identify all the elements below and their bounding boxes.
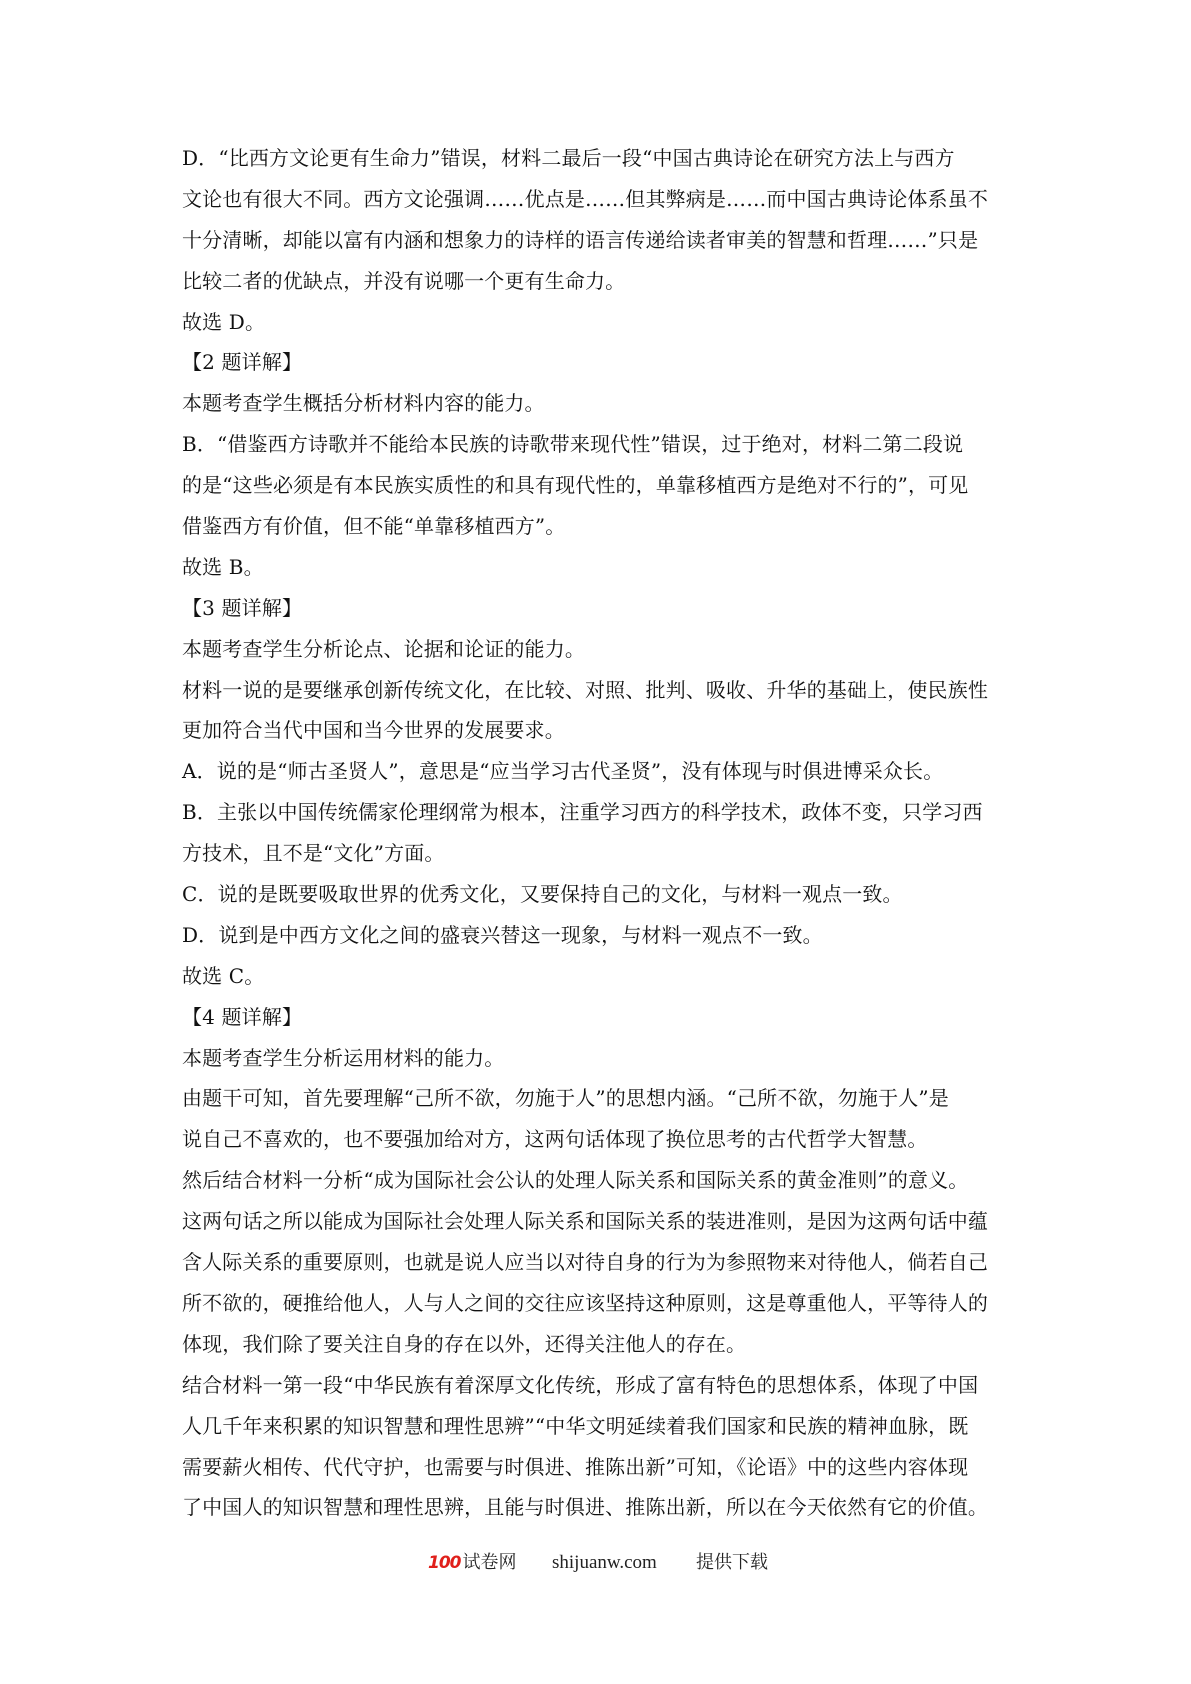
text-line: 人几千年来积累的知识智慧和理性思辨”“中华文明延续着我们国家和民族的精神血脉，既 [182,1413,969,1438]
text-line: 这两句话之所以能成为国际社会处理人际关系和国际关系的装进准则，是因为这两句话中蕴 [182,1209,988,1234]
document-body [182,138,1016,1528]
text-line: 了中国人的知识智慧和理性思辨，且能与时俱进、推陈出新，所以在今天依然有它的价值。 [182,1495,988,1520]
page-footer [0,1548,1191,1578]
text-line: 所不欲的，硬推给他人，人与人之间的交往应该坚持这种原则，这是尊重他人，平等待人的 [182,1290,988,1315]
text-line: 本题考查学生概括分析材料内容的能力。 [182,391,545,416]
text-line: B．“借鉴西方诗歌并不能给本民族的诗歌带来现代性”错误，过于绝对，材料二第二段说 [182,432,964,457]
option-b-line: B．主张以中国传统儒家伦理纲常为根本，注重学习西方的科学技术，政体不变，只学习西 [182,800,983,825]
site-name: 试卷网 [462,1552,517,1573]
section-heading: 【3 题详解】 [182,595,303,620]
option-d-line: D．说到是中西方文化之间的盛衰兴替这一现象，与材料一观点不一致。 [182,922,823,947]
text-line: 比较二者的优缺点，并没有说哪一个更有生命力。 [182,268,626,293]
text-line: 方技术，且不是“文化”方面。 [182,841,445,866]
section-heading: 【2 题详解】 [182,350,303,375]
text-line: 说自己不喜欢的，也不要强加给对方，这两句话体现了换位思考的古代哲学大智慧。 [182,1127,928,1152]
option-c-line: C．说的是既要吸取世界的优秀文化，又要保持自己的文化，与材料一观点一致。 [182,882,903,907]
text-line: 的是“这些必须是有本民族实质性的和具有现代性的，单靠移植西方是绝对不行的”，可见 [182,473,969,498]
text-line: 含人际关系的重要原则，也就是说人应当以对待自身的行为为参照物来对待他人，倘若自己 [182,1250,988,1275]
answer-line: 故选 B。 [182,554,264,579]
text-line: 由题干可知，首先要理解“己所不欲，勿施于人”的思想内涵。“己所不欲，勿施于人”是 [182,1086,949,1111]
text-line: 文论也有很大不同。西方文论强调……优点是……但其弊病是……而中国古典诗论体系虽不 [182,186,988,211]
text-line: 本题考查学生分析运用材料的能力。 [182,1045,505,1070]
option-a-line: A．说的是“师古圣贤人”，意思是“应当学习古代圣贤”，没有体现与时俱进博采众长。 [182,759,944,784]
text-line: 结合材料一第一段“中华民族有着深厚文化传统，形成了富有特色的思想体系，体现了中国 [182,1372,979,1397]
download-text: 提供下载 [696,1552,768,1573]
site-logo [428,1548,517,1578]
text-line: 借鉴西方有价值，但不能“单靠移植西方”。 [182,514,566,539]
section-heading: 【4 题详解】 [182,1004,303,1029]
answer-line: 故选 D。 [182,309,266,334]
text-line: 材料一说的是要继承创新传统文化，在比较、对照、批判、吸收、升华的基础上，使民族性 [182,677,988,702]
logo-mark-icon: 100 [428,1553,461,1573]
answer-line: 故选 C。 [182,963,265,988]
text-line: 本题考查学生分析论点、论据和论证的能力。 [182,636,585,661]
site-url: shijuanw.com [552,1552,657,1573]
text-line: 体现，我们除了要关注自身的存在以外，还得关注他人的存在。 [182,1331,747,1356]
text-line: 十分清晰，却能以富有内涵和想象力的诗样的语言传递给读者审美的智慧和哲理……”只是 [182,227,979,252]
text-line: 需要薪火相传、代代守护，也需要与时俱进、推陈出新”可知，《论语》中的这些内容体现 [182,1454,969,1479]
text-line: D．“比西方文论更有生命力”错误，材料二最后一段“中国古典诗论在研究方法上与西方 [182,146,955,170]
text-line: 更加符合当代中国和当今世界的发展要求。 [182,718,565,743]
text-line: 然后结合材料一分析“成为国际社会公认的处理人际关系和国际关系的黄金准则”的意义。 [182,1168,969,1193]
